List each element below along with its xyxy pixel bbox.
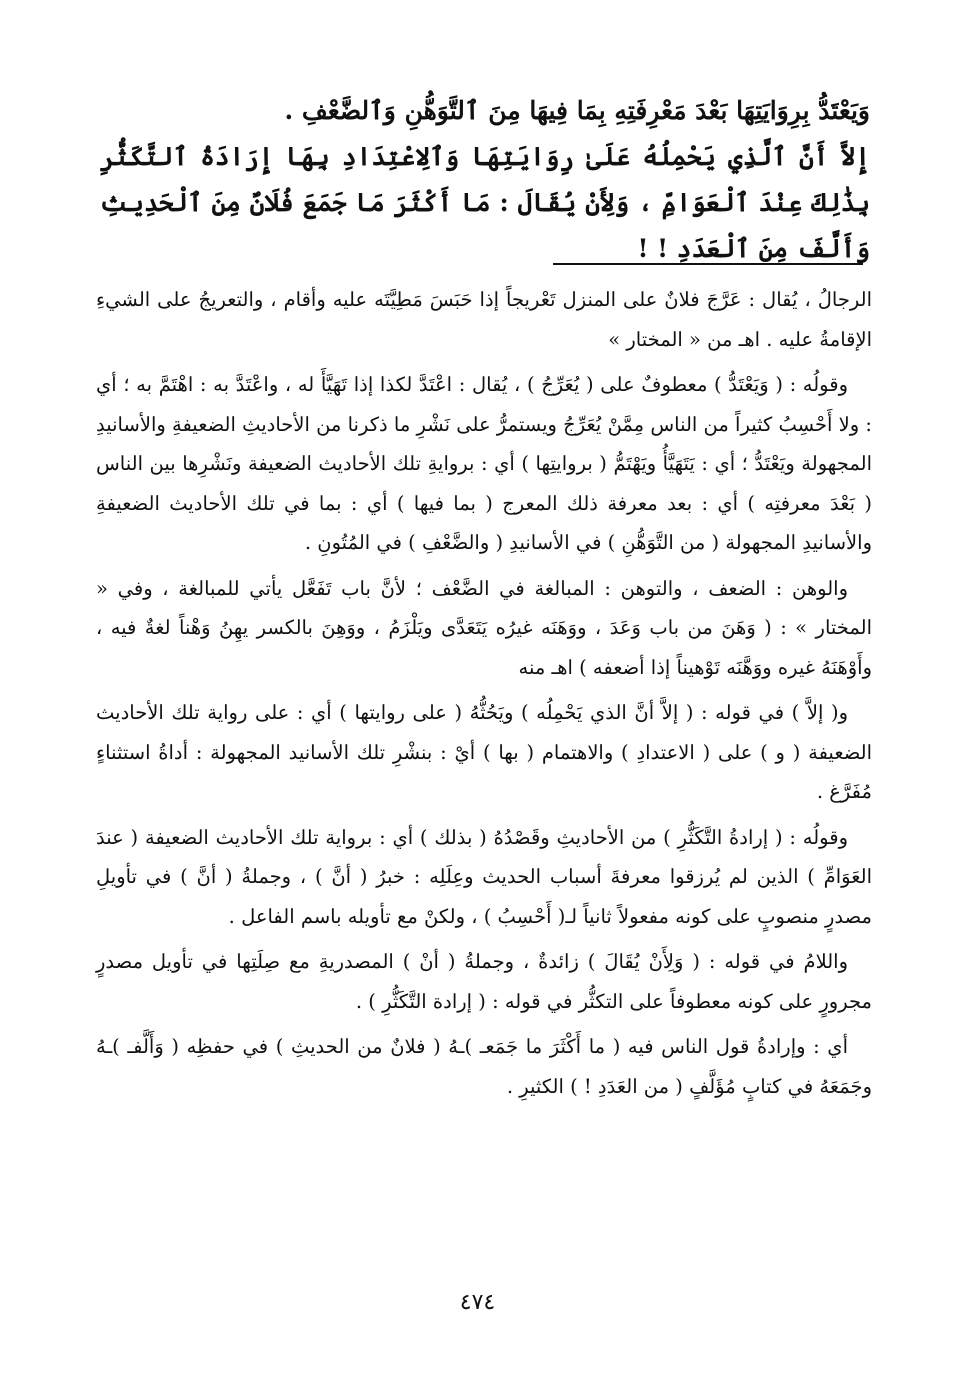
commentary-paragraph: أي : وإرادةُ قول الناس فيه ( ما أَكْثَرَ ما جَمَعـ )ـهُ ( فلانٌ من الحديثِ ) في حفظِه ( وَأَلَّفـ )ـهُ وجَمَعَهُ في كتابٍ مُؤَلَّفٍ ( من العَدَدِ ! ) الكثيرِ . — [96, 1035, 872, 1098]
commentary-paragraph: واللامُ في قوله : ( وَلِأَنْ يُقَالَ ) زائدةٌ ، وجملةُ ( أنْ ) المصدريةِ مع صِلَتِها في تأويل مصدرٍ مجرورٍ على كونه معطوفاً على التكثُّر في قوله : ( إرادة التَّكَثُّرِ ) . — [96, 950, 872, 1013]
commentary-paragraph: و( إلاَّ ) في قوله : ( إلاَّ أنَّ الذي يَحْمِلُه ) ويَحُثُّهُ ( على روايتها ) أي : على رواية تلك الأحاديث الضعيفة ( و ) على ( الاعتدادِ ) والاهتمام ( بها ) أيْ : بنشْرِ تلك الأسانيد المجهولة : أداةُ استثناءٍ مُفَرَّغ . — [96, 701, 872, 803]
page-number: ٤٧٤ — [459, 1290, 496, 1315]
commentary-paragraph: وقولُه : ( إرادةُ التَّكَثُّرِ ) من الأحاديثِ وقَصْدُهُ ( بذلك ) أي : برواية تلك الأحاديث الضعيفة ( عندَ العَوَامِّ ) الذين لم يُرزقوا معرفةَ أسباب الحديث وعِلَلِه : خبرُ ( أنَّ ) ، وجملةُ ( أنَّ ) في تأويلِ مصدرٍ منصوبٍ على كونه مفعولاً ثانياً لـ( أَحْسِبُ ) ، ولكنْ مع تأويله باسم الفاعل . — [96, 825, 872, 928]
matn-text-block — [100, 88, 870, 272]
commentary-paragraph: وقولُه : ( وَيَعْتَدُّ ) معطوفٌ على ( يُعَرِّجُ ) ، يُقال : اعْتَدَّ لكذا إذا تَهَيَّأَ له ، واعْتَدَّ به : اهْتَمَّ به ؛ أي : ولا أَحْسِبُ كثيراً من الناس مِمَّنْ يُعَرِّجُ ويستمرُّ على نَشْرِ ما ذكرنا من الأحاديثِ الضعيفةِ والأسانيدِ المجهولة ويَعْتَدُّ ؛ أي : يَتَهَيَّأُ ويَهْتَمُّ ( بروايتِها ) أي : بروايةِ تلك الأحاديث الضعيفة ونَشْرِها بين الناس ( بَعْدَ معرفتِه ) أي : بعد معرفة ذلك المعرج ( بما فيها ) أي : بما في تلك الأحاديث الضعيفةِ والأسانيدِ المجهولة ( من التَّوَهُّنِ ) في الأسانيدِ ( والضَّعْفِ ) في المُتُونِ . — [96, 373, 872, 554]
commentary-paragraph: الرجالُ ، يُقال : عَرَّجَ فلانٌ على المنزل تَعْريجاً إذا حَبَسَ مَطِيَّتَه عليه وأقام ، والتعريجُ على الشيءِ الإقامةُ عليه . اهـ من « المختار » — [96, 288, 872, 351]
commentary-text-block — [96, 280, 872, 1112]
matn-line: إِلاَّ أَنَّ ٱلَّذِي يَحْمِلُهُ عَلَىٰ رِوَايَتِهَا وَٱلِاعْتِدَادِ بِهَا إِرَادَةُ ٱلتَّكَثُّرِ بِذَٰلِكَ عِنْدَ ٱلْعَوَامِّ ، وَلِأَنْ يُقَالَ : مَا أَكْثَرَ مَا جَمَعَ فُلَانٌ مِنَ ٱلْحَدِيثِ وَأَلَّفَ مِنَ ٱلْعَدَدِ ! ! — [100, 142, 870, 263]
matn-line: وَيَعْتَدُّ بِرِوَايَتِهَا بَعْدَ مَعْرِفَتِهِ بِمَا فِيهَا مِنَ ٱلتَّوَهُّنِ وَٱلضَّعْفِ . — [284, 96, 870, 125]
footnote-separator — [553, 263, 863, 265]
commentary-paragraph: والوهن : الضعف ، والتوهن : المبالغة في الضَّعْف ؛ لأنَّ باب تَفَعَّل يأتي للمبالغة ، وفي « المختار » : ( وَهَنَ من باب وَعَدَ ، ووَهَنَه غيرُه يَتَعَدَّى ويَلْزَمُ ، ووَهِنَ بالكسر يهِنُ وَهْناً لغةٌ فيه ، وأَوْهَنَهُ غيره ووَهَّنَه تَوْهيناً إذا أضعفه ) اهـ منه — [96, 576, 872, 679]
